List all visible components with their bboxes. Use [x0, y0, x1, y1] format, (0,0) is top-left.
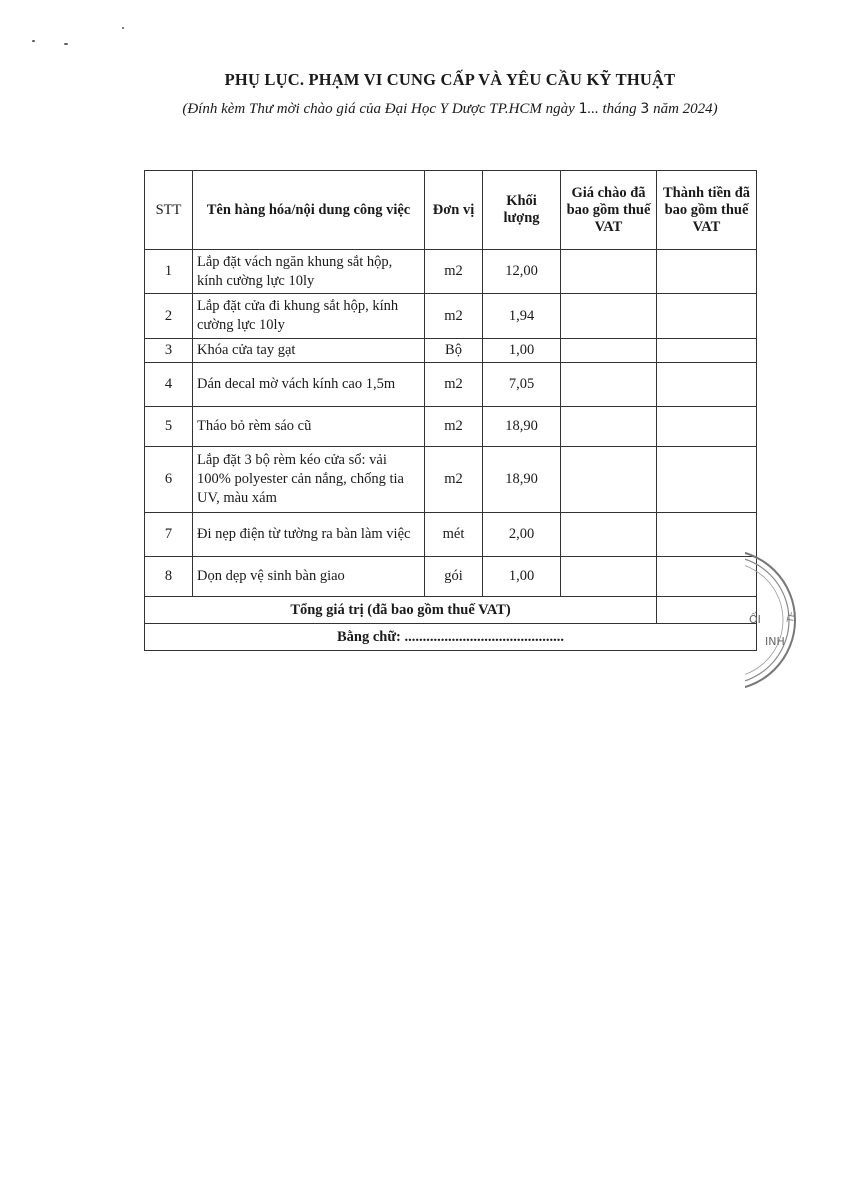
cell-total-price [657, 363, 757, 407]
cell-stt: 4 [145, 363, 193, 407]
cell-unit-price [561, 513, 657, 557]
table-row [145, 363, 757, 407]
table-header-row [145, 171, 757, 250]
in-words-row [145, 624, 757, 651]
cell-total-price [657, 294, 757, 339]
cell-unit-price [561, 447, 657, 513]
table-row [145, 294, 757, 339]
cell-stt: 6 [145, 447, 193, 513]
cell-unit-price [561, 339, 657, 363]
stamp-text-2: INH [765, 635, 785, 648]
subtitle-mid: ... tháng [587, 101, 641, 117]
cell-stt: 8 [145, 557, 193, 597]
document-title: PHỤ LỤC. PHẠM VI CUNG CẤP VÀ YÊU CẦU KỸ THUẬT [224, 70, 676, 89]
cell-name: Dọn dẹp vệ sinh bàn giao [193, 557, 425, 597]
subtitle-suffix: năm 2024) [649, 101, 718, 117]
header-stt: STT [145, 171, 193, 250]
header-unit: Đơn vị [425, 171, 483, 250]
header-total-price: Thành tiền đã bao gồm thuế VAT [657, 171, 757, 250]
document-subtitle [0, 101, 849, 118]
cell-unit: Bộ [425, 339, 483, 363]
stamp-text-3: TE [786, 610, 798, 624]
cell-name: Tháo bỏ rèm sáo cũ [193, 407, 425, 447]
cell-total-price [657, 250, 757, 294]
table-row [145, 339, 757, 363]
cell-total-price [657, 447, 757, 513]
cell-unit: m2 [425, 294, 483, 339]
cell-stt: 2 [145, 294, 193, 339]
header-unit-price: Giá chào đã bao gồm thuế VAT [561, 171, 657, 250]
cell-quantity: 1,00 [483, 557, 561, 597]
cell-name: Khóa cửa tay gạt [193, 339, 425, 363]
cell-unit: m2 [425, 250, 483, 294]
cell-unit-price [561, 363, 657, 407]
cell-name: Dán decal mờ vách kính cao 1,5m [193, 363, 425, 407]
cell-unit-price [561, 557, 657, 597]
cell-stt: 5 [145, 407, 193, 447]
cell-quantity: 7,05 [483, 363, 561, 407]
cell-total-price [657, 557, 757, 597]
table-row [145, 250, 757, 294]
cell-stt: 7 [145, 513, 193, 557]
cell-unit-price [561, 250, 657, 294]
cell-unit: m2 [425, 363, 483, 407]
scan-speck [32, 40, 35, 42]
subtitle-month: 3 [640, 101, 650, 117]
cell-unit: m2 [425, 407, 483, 447]
cell-unit: gói [425, 557, 483, 597]
official-stamp [745, 545, 825, 695]
cell-unit: mét [425, 513, 483, 557]
cell-unit-price [561, 294, 657, 339]
table-row [145, 513, 757, 557]
cell-total-price [657, 513, 757, 557]
table-row [145, 447, 757, 513]
header-quantity: Khối lượng [483, 171, 561, 250]
table-row [145, 557, 757, 597]
stamp-text-1: ỐI [749, 613, 761, 626]
cell-quantity: 18,90 [483, 407, 561, 447]
scan-speck [64, 43, 68, 45]
quotation-table [144, 170, 757, 651]
cell-name: Lắp đặt cửa đi khung sắt hộp, kính cường lực 10ly [193, 294, 425, 339]
cell-quantity: 2,00 [483, 513, 561, 557]
header-name: Tên hàng hóa/nội dung công việc [193, 171, 425, 250]
subtitle-prefix: (Đính kèm Thư mời chào giá của Đại Học Y Dược TP.HCM ngày [182, 101, 579, 117]
total-row [145, 597, 757, 624]
total-label: Tổng giá trị (đã bao gồm thuế VAT) [145, 597, 657, 624]
cell-quantity: 1,00 [483, 339, 561, 363]
cell-quantity: 1,94 [483, 294, 561, 339]
scan-speck [122, 27, 124, 29]
cell-stt: 3 [145, 339, 193, 363]
cell-total-price [657, 407, 757, 447]
cell-unit-price [561, 407, 657, 447]
cell-name: Lắp đặt vách ngăn khung sắt hộp, kính cường lực 10ly [193, 250, 425, 294]
cell-name: Lắp đặt 3 bộ rèm kéo cửa sổ: vải 100% polyester cản nắng, chống tia UV, màu xám [193, 447, 425, 513]
cell-quantity: 12,00 [483, 250, 561, 294]
cell-unit: m2 [425, 447, 483, 513]
cell-quantity: 18,90 [483, 447, 561, 513]
stamp-ring-icon [745, 545, 825, 695]
table-row [145, 407, 757, 447]
in-words-label: Bằng chữ: ............................................ [145, 624, 757, 651]
total-value-cell [657, 597, 757, 624]
subtitle-day: 1 [578, 101, 588, 117]
cell-stt: 1 [145, 250, 193, 294]
cell-name: Đi nẹp điện từ tường ra bàn làm việc [193, 513, 425, 557]
cell-total-price [657, 339, 757, 363]
